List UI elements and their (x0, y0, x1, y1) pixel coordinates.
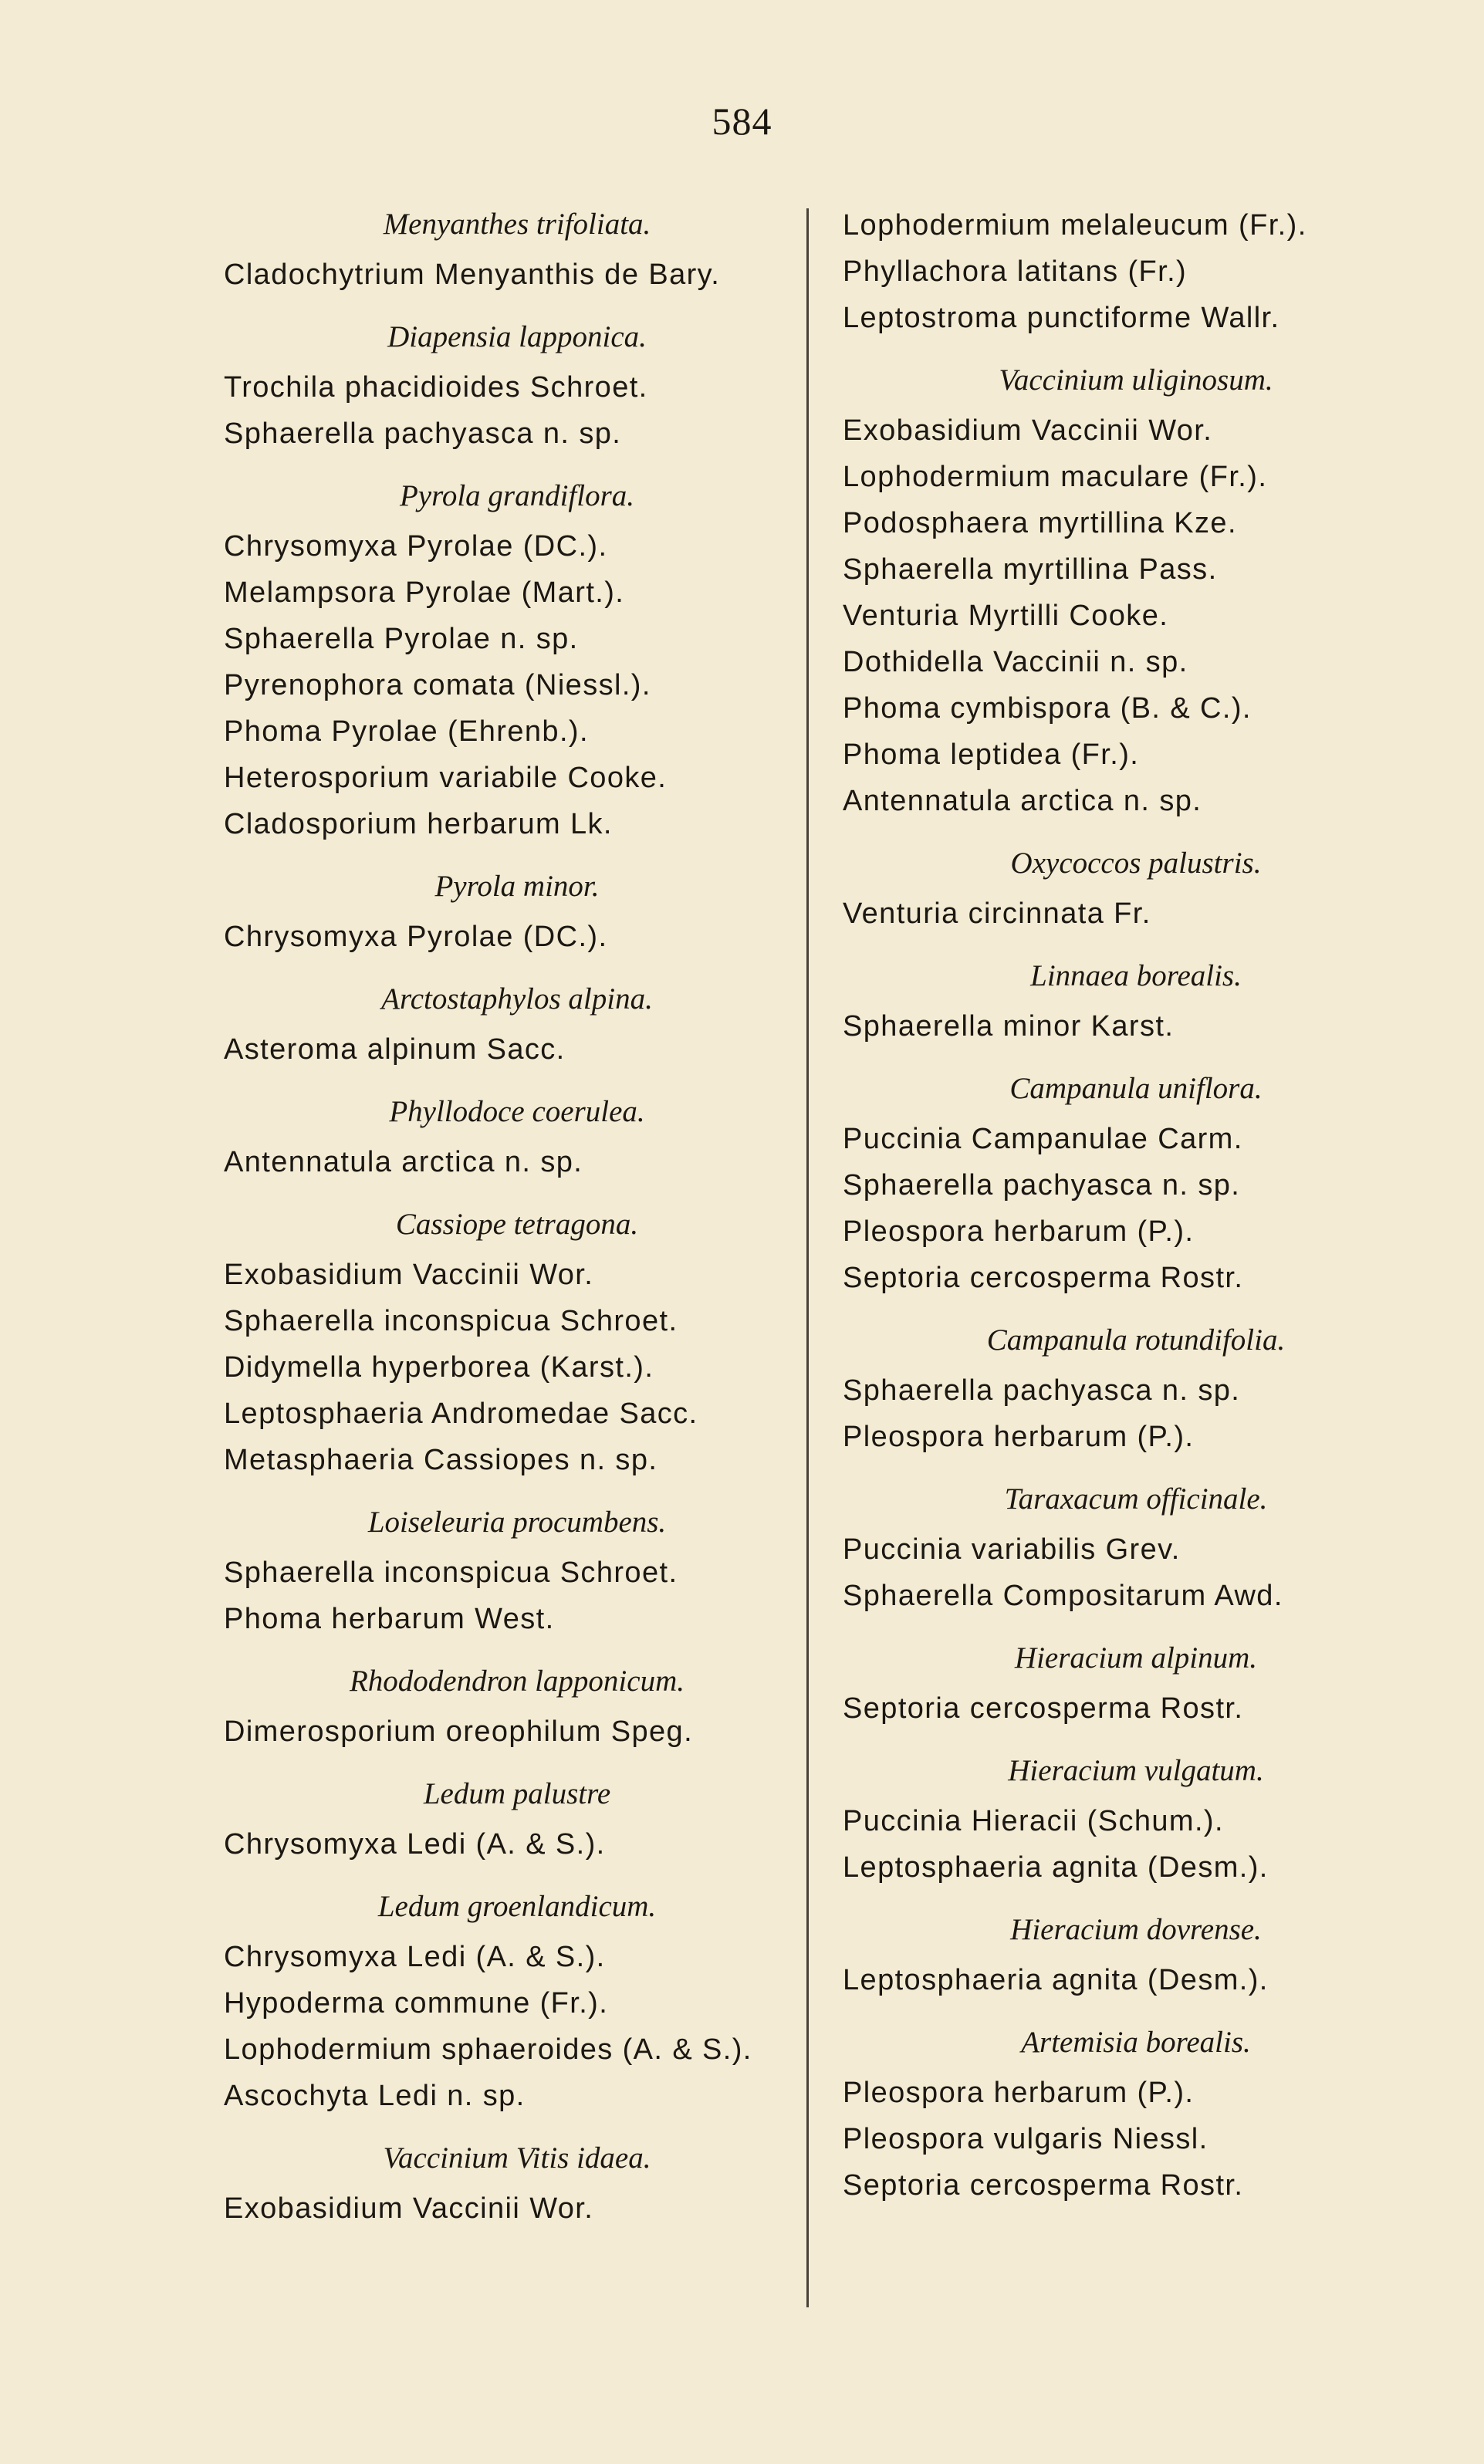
fungus-entry: Pleospora herbarum (P.). (843, 1215, 1195, 1248)
fungus-entry: Didymella hyperborea (Karst.). (224, 1351, 654, 1384)
host-group (224, 977, 810, 1073)
fungus-entry: Pleospora herbarum (P.). (843, 1421, 1195, 1453)
fungus-entry: Exobasidium Vaccinii Wor. (843, 414, 1213, 447)
fungus-entry: Puccinia Hieracii (Schum.). (843, 1805, 1224, 1837)
fungus-entry: Chrysomyxa Ledi (A. & S.). (224, 1828, 606, 1861)
host-group (224, 1659, 810, 1755)
host-group (843, 1908, 1429, 2003)
fungus-entry: Metasphaeria Cassiopes n. sp. (224, 1444, 658, 1476)
right-column (843, 202, 1429, 2209)
fungus-entry: Cladochytrium Menyanthis de Bary. (224, 259, 721, 291)
host-group (843, 1636, 1429, 1732)
host-group (224, 315, 810, 457)
host-plant-heading: Linnaea borealis. (1030, 959, 1242, 992)
fungus-entry: Sphaerella pachyasca n. sp. (224, 417, 622, 450)
column-divider (806, 208, 809, 2307)
host-plant-heading: Phyllodoce coerulea. (389, 1095, 645, 1128)
host-plant-heading: Campanula uniflora. (1009, 1072, 1263, 1105)
fungus-entry: Phoma leptidea (Fr.). (843, 739, 1140, 771)
host-plant-heading: Campanula rotundifolia. (986, 1323, 1286, 1357)
fungus-entry: Sphaerella pachyasca n. sp. (843, 1374, 1241, 1407)
fungus-entry: Hypoderma commune (Fr.). (224, 1987, 609, 2020)
fungus-entry: Antennatula arctica n. sp. (224, 1146, 583, 1178)
fungus-entry: Dimerosporium oreophilum Speg. (224, 1715, 694, 1748)
host-plant-heading: Vaccinium Vitis idaea. (383, 2141, 651, 2175)
fungus-entry: Antennatula arctica n. sp. (843, 785, 1202, 817)
host-plant-heading: Ledum palustre (423, 1777, 611, 1810)
fungus-entry: Sphaerella myrtillina Pass. (843, 553, 1218, 586)
host-group (224, 864, 810, 960)
fungus-entry: Venturia circinnata Fr. (843, 897, 1151, 930)
fungus-entry: Leptostroma punctiforme Wallr. (843, 302, 1280, 334)
fungus-entry: Cladosporium herbarum Lk. (224, 808, 613, 840)
host-plant-heading: Hieracium vulgatum. (1008, 1754, 1264, 1787)
host-group (843, 2020, 1429, 2209)
host-plant-heading: Hieracium alpinum. (1014, 1641, 1258, 1675)
fungus-entry: Septoria cercosperma Rostr. (843, 1262, 1244, 1294)
host-group (843, 1749, 1429, 1891)
fungus-entry: Sphaerella pachyasca n. sp. (843, 1169, 1241, 1202)
fungus-entry: Sphaerella inconspicua Schroet. (224, 1556, 678, 1589)
fungus-entry: Pyrenophora comata (Niessl.). (224, 669, 651, 701)
fungus-entry: Septoria cercosperma Rostr. (843, 2169, 1244, 2202)
host-group (843, 841, 1429, 937)
host-plant-heading: Pyrola minor. (434, 870, 600, 903)
left-column (224, 202, 810, 2232)
fungus-entry: Lophodermium sphaeroides (A. & S.). (224, 2033, 752, 2066)
host-group (843, 1066, 1429, 1301)
fungus-entry: Exobasidium Vaccinii Wor. (224, 2192, 594, 2225)
fungus-entry: Asteroma alpinum Sacc. (224, 1033, 566, 1066)
host-plant-heading: Rhododendron lapponicum. (349, 1665, 685, 1698)
host-group (843, 358, 1429, 824)
fungus-entry: Sphaerella Pyrolae n. sp. (224, 623, 579, 655)
fungus-entry: Podosphaera myrtillina Kze. (843, 507, 1237, 539)
fungus-entry: Leptosphaeria Andromedae Sacc. (224, 1398, 698, 1430)
host-plant-heading: Cassiope tetragona. (395, 1208, 639, 1241)
host-group (843, 1477, 1429, 1619)
host-plant-heading: Menyanthes trifoliata. (383, 208, 651, 241)
host-plant-heading: Vaccinium uliginosum. (999, 363, 1273, 397)
fungus-entry: Venturia Myrtilli Cooke. (843, 600, 1169, 632)
fungus-entry: Puccinia Campanulae Carm. (843, 1123, 1243, 1155)
fungus-entry: Chrysomyxa Pyrolae (DC.). (224, 921, 608, 953)
fungus-entry: Exobasidium Vaccinii Wor. (224, 1259, 594, 1291)
fungus-entry: Puccinia variabilis Grev. (843, 1533, 1181, 1566)
fungus-entry: Phoma Pyrolae (Ehrenb.). (224, 715, 589, 748)
fungus-entry: Trochila phacidioides Schroet. (224, 371, 648, 404)
host-plant-heading: Ledum groenlandicum. (377, 1890, 657, 1923)
host-group (843, 954, 1429, 1049)
fungus-entry: Pleospora herbarum (P.). (843, 2077, 1195, 2109)
host-plant-heading: Oxycoccos palustris. (1010, 847, 1262, 880)
fungus-entry: Lophodermium maculare (Fr.). (843, 461, 1268, 493)
host-plant-heading: Pyrola grandiflora. (399, 479, 635, 512)
fungus-entry: Dothidella Vaccinii n. sp. (843, 646, 1188, 678)
host-plant-heading: Loiseleuria procumbens. (367, 1506, 667, 1539)
fungus-entry: Pleospora vulgaris Niessl. (843, 2123, 1208, 2155)
fungus-entry: Leptosphaeria agnita (Desm.). (843, 1964, 1269, 1996)
fungus-entry: Sphaerella minor Karst. (843, 1010, 1175, 1043)
host-group (224, 202, 810, 298)
host-plant-heading: Taraxacum officinale. (1004, 1482, 1268, 1516)
fungus-entry: Ascochyta Ledi n. sp. (224, 2080, 526, 2112)
page-number: 584 (712, 100, 772, 143)
fungus-entry: Heterosporium variabile Cooke. (224, 762, 668, 794)
fungus-entry: Chrysomyxa Pyrolae (DC.). (224, 530, 608, 563)
fungus-entry: Lophodermium melaleucum (Fr.). (843, 209, 1307, 242)
fungus-entry: Leptosphaeria agnita (Desm.). (843, 1851, 1269, 1884)
fungus-entry: Phoma cymbispora (B. & C.). (843, 692, 1252, 725)
host-plant-heading: Artemisia borealis. (1021, 2026, 1251, 2059)
host-group (224, 1772, 810, 1867)
fungus-entry: Chrysomyxa Ledi (A. & S.). (224, 1941, 606, 1973)
host-plant-heading: Arctostaphylos alpina. (381, 982, 653, 1016)
host-group (843, 1318, 1429, 1460)
fungus-entry: Phoma herbarum West. (224, 1603, 555, 1635)
host-group (224, 1202, 810, 1483)
fungus-entry: Septoria cercosperma Rostr. (843, 1692, 1244, 1725)
host-plant-heading: Hieracium dovrense. (1010, 1913, 1262, 1946)
host-group (843, 202, 1429, 341)
host-plant-heading: Diapensia lapponica. (387, 320, 647, 353)
host-group (224, 474, 810, 847)
fungus-entry: Phyllachora latitans (Fr.) (843, 255, 1188, 288)
fungus-entry: Sphaerella Compositarum Awd. (843, 1580, 1283, 1612)
fungus-entry: Sphaerella inconspicua Schroet. (224, 1305, 678, 1337)
host-group (224, 1090, 810, 1185)
host-group (224, 2136, 810, 2232)
host-group (224, 1884, 810, 2119)
host-group (224, 1500, 810, 1642)
fungus-entry: Melampsora Pyrolae (Mart.). (224, 576, 625, 609)
